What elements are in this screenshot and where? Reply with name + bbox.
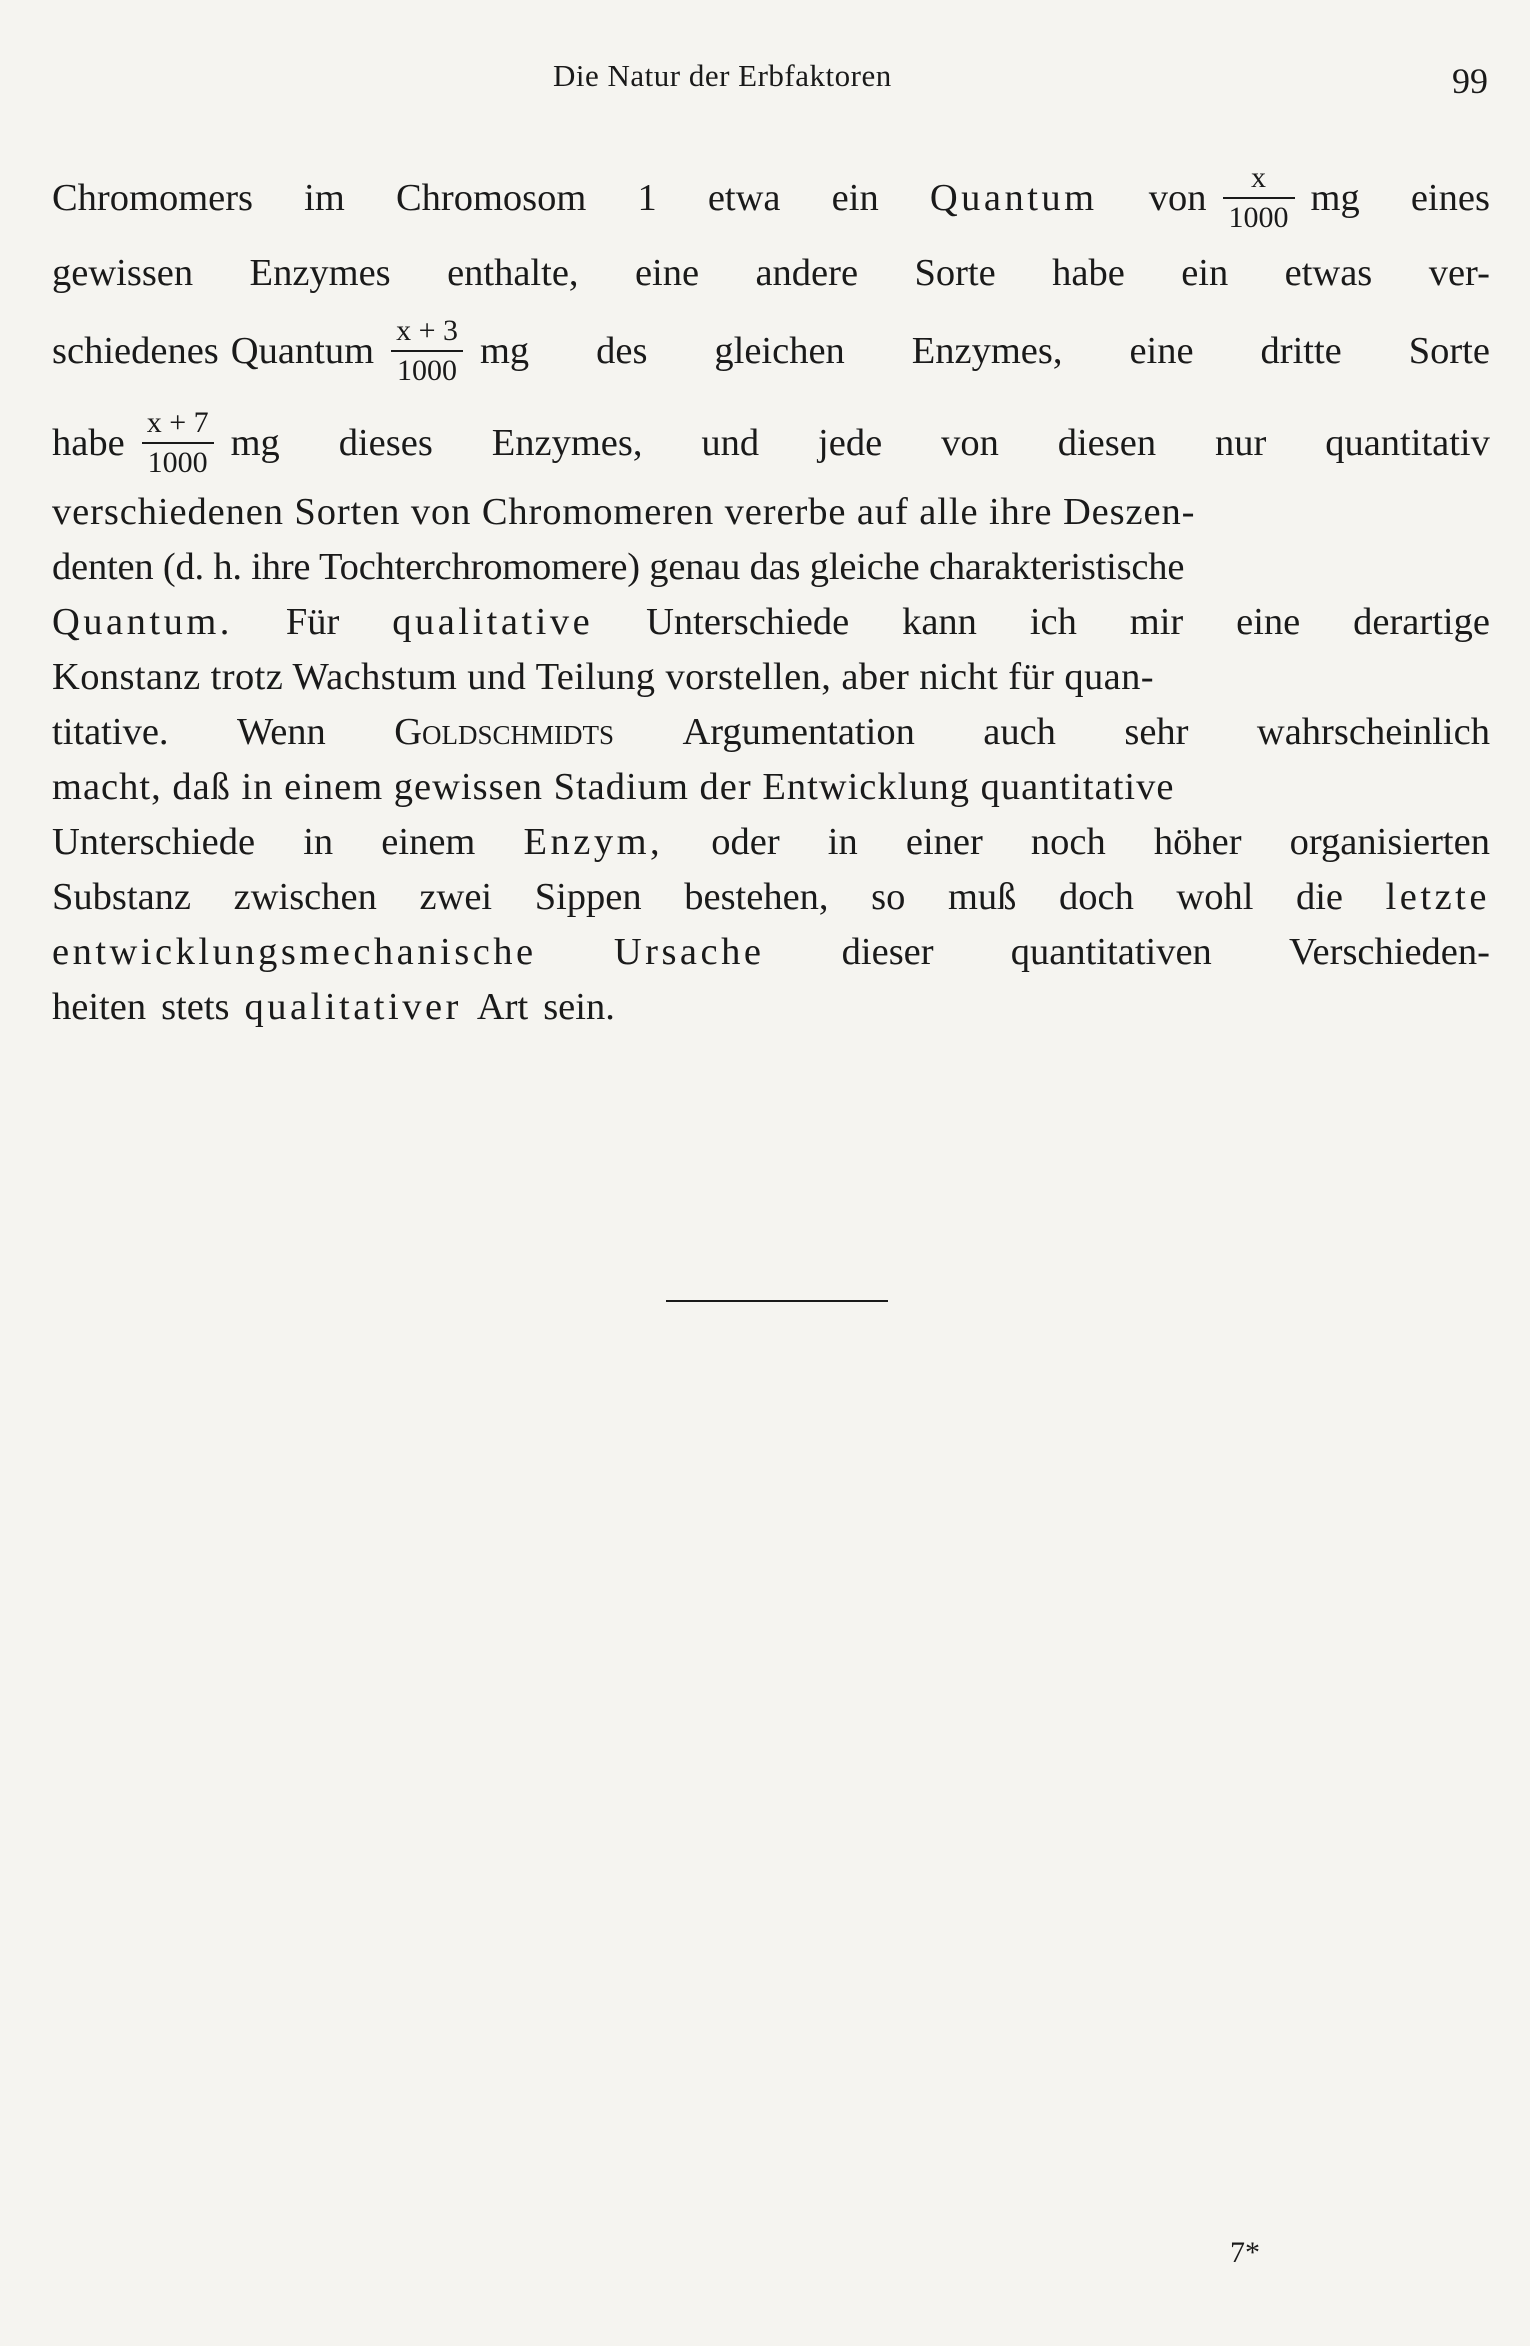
word: oder: [711, 821, 780, 863]
emphasized-word: qualitativer: [244, 986, 462, 1028]
text-line: [52, 150, 1490, 246]
text-line: [52, 595, 1490, 650]
word: gleichen: [714, 329, 845, 372]
word: Für: [285, 601, 340, 643]
word: Verschieden-: [1289, 931, 1490, 973]
word: so: [871, 876, 906, 918]
word: etwa: [707, 176, 781, 219]
word: eines: [1410, 176, 1490, 219]
word: eine: [1129, 329, 1194, 372]
word: und: [701, 421, 760, 464]
word: jede: [818, 421, 883, 464]
word: Unterschiede: [646, 601, 850, 643]
word: sein.: [543, 986, 615, 1028]
emphasized-word: Quantum.: [52, 601, 233, 643]
word: Unterschiede: [52, 821, 256, 863]
word: quantitativ: [1325, 421, 1490, 464]
word: quantitativen: [1010, 931, 1212, 973]
word: in: [827, 821, 858, 863]
text-line: [52, 815, 1490, 870]
word: heiten: [52, 986, 147, 1028]
word: einer: [905, 821, 983, 863]
word: Argumentation: [682, 711, 915, 753]
word: Sorte: [1408, 329, 1490, 372]
word: Wenn: [236, 711, 326, 753]
text-line: [52, 705, 1490, 760]
word: ver-: [1428, 252, 1490, 294]
fraction-numerator: x + 7: [146, 406, 209, 439]
running-title: Die Natur der Erbfaktoren: [553, 58, 892, 93]
word: ein: [1181, 252, 1229, 294]
word: von: [941, 421, 999, 464]
fraction-denominator: 1000: [1223, 197, 1295, 235]
word: noch: [1030, 821, 1106, 863]
word: kann: [902, 601, 977, 643]
word: stets: [161, 986, 230, 1028]
text-line: [52, 401, 1490, 485]
word: des: [596, 329, 648, 372]
fraction-x-plus-3-over-1000: [390, 314, 464, 388]
word: sehr: [1124, 711, 1189, 753]
word: die: [1295, 876, 1344, 918]
word: einem: [381, 821, 476, 863]
word: bestehen,: [684, 876, 829, 918]
word: Enzymes,: [911, 329, 1063, 372]
word: auch: [983, 711, 1056, 753]
fraction-numerator: x: [1251, 161, 1266, 194]
text-line: [52, 925, 1490, 980]
word: höher: [1153, 821, 1242, 863]
word: Quantum: [230, 329, 375, 372]
word: im: [304, 176, 345, 219]
word: derartige: [1353, 601, 1490, 643]
word: titative.: [52, 711, 169, 753]
word: wahrscheinlich: [1256, 711, 1490, 753]
emphasized-word: entwicklungsmechanische: [52, 931, 537, 973]
text-line: [52, 980, 1490, 1035]
line-text: Konstanz trotz Wachstum und Teilung vorstellen, aber nicht für quan-: [52, 656, 1154, 698]
text-line: [52, 650, 1490, 705]
word: Chromosom: [395, 176, 587, 219]
word: eine: [1236, 601, 1301, 643]
page-number: 99: [1452, 61, 1488, 101]
line-text: denten (d. h. ihre Tochterchromomere) genau das gleiche charakteristische: [52, 546, 1185, 588]
section-end-rule: [666, 1300, 888, 1302]
text-line: [52, 760, 1490, 815]
word: ich: [1029, 601, 1077, 643]
fraction-denominator: 1000: [142, 442, 214, 480]
word: Enzymes: [249, 252, 391, 294]
word: zwei: [419, 876, 493, 918]
text-line: [52, 540, 1490, 595]
word: habe: [52, 421, 125, 464]
signature-mark: 7*: [1230, 2236, 1260, 2269]
word: von: [1148, 176, 1207, 219]
word: habe: [1052, 252, 1125, 294]
text-line: [52, 301, 1490, 401]
fraction-x-over-1000: [1223, 161, 1295, 235]
word: in: [303, 821, 334, 863]
body-paragraph: [52, 160, 1490, 1035]
fraction-x-plus-7-over-1000: [141, 406, 215, 480]
word: organisierten: [1289, 821, 1490, 863]
emphasized-word: Quantum: [929, 176, 1098, 219]
word: mg: [479, 329, 530, 372]
word: doch: [1058, 876, 1134, 918]
fraction-numerator: x + 3: [396, 314, 458, 347]
emphasized-word: Enzym,: [523, 821, 664, 863]
word: Art: [476, 986, 529, 1028]
word: eine: [634, 252, 700, 294]
emphasized-word: letzte: [1385, 876, 1490, 918]
word: dieses: [338, 421, 433, 464]
word: Substanz: [52, 876, 192, 918]
word: Chromomers: [52, 176, 254, 219]
word: nur: [1214, 421, 1267, 464]
word: zwischen: [233, 876, 377, 918]
fraction-group: [52, 406, 280, 480]
fraction-group: [1149, 161, 1360, 235]
word: muß: [947, 876, 1017, 918]
word: enthalte,: [447, 252, 579, 294]
author-name: Goldschmidts: [394, 711, 615, 753]
emphasized-word: Ursache: [613, 931, 765, 973]
line-text: macht, daß in einem gewissen Stadium der Entwicklung quantitative: [52, 766, 1175, 808]
fraction-group: [52, 314, 529, 388]
text-line: [52, 485, 1490, 540]
word: diesen: [1057, 421, 1157, 464]
word: ein: [831, 176, 879, 219]
word: gewissen: [52, 252, 194, 294]
word: etwas: [1284, 252, 1373, 294]
word: Sorte: [914, 252, 996, 294]
word: dritte: [1260, 329, 1342, 372]
word: mir: [1129, 601, 1184, 643]
fraction-denominator: 1000: [391, 350, 463, 388]
text-line: [52, 246, 1490, 301]
word: schiedenes: [52, 329, 219, 372]
text-line: [52, 870, 1490, 925]
word: mg: [1310, 176, 1360, 219]
word: Sippen: [534, 876, 642, 918]
line-text: verschiedenen Sorten von Chromomeren vererbe auf alle ihre Deszen-: [52, 491, 1196, 533]
word: dieser: [841, 931, 934, 973]
emphasized-word: qualitative: [392, 601, 594, 643]
word: wohl: [1176, 876, 1254, 918]
word: 1: [637, 176, 657, 219]
word: andere: [755, 252, 859, 294]
word: Enzymes,: [491, 421, 643, 464]
running-head: [0, 58, 1530, 101]
word: mg: [230, 421, 280, 464]
